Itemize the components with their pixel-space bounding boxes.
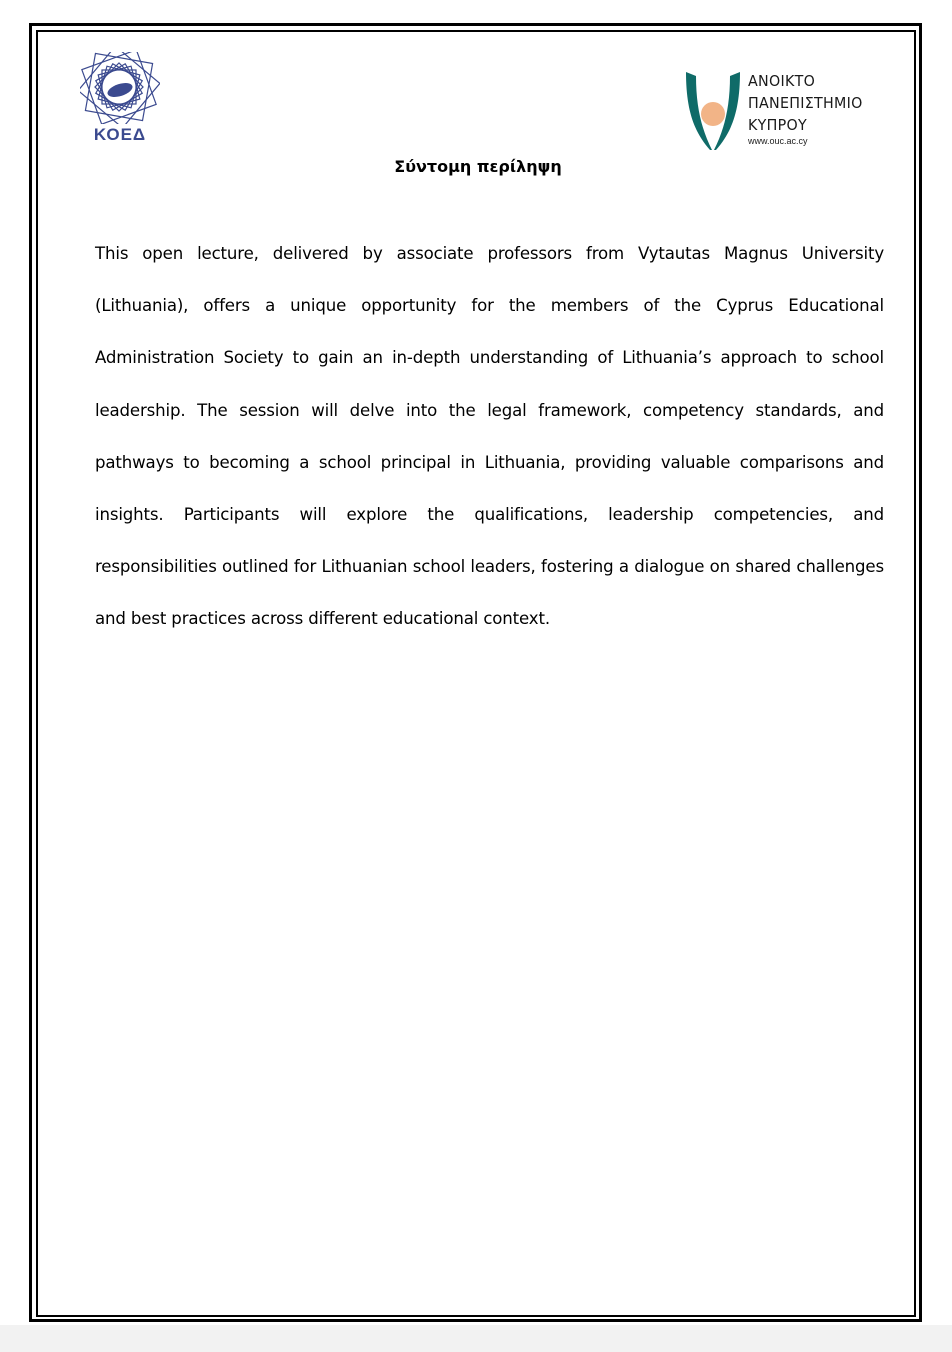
koed-logo-text: ΚΟΕΔ — [93, 125, 147, 144]
ouc-logo-url: www.ouc.ac.cy — [748, 136, 808, 146]
ouc-logo — [684, 70, 884, 152]
document-body: This open lecture, delivered by associate professors from Vytautas Magnus University (Lithuania), offers a unique opportunity for the members of the Cyprus Educational Administration Society to gain an in-depth understanding of Lithuania’s approach to school leadership. The session will delve into the legal framework, competency standards, and pathways to becoming a school principal in Lithuania, providing valuable comparisons and insights. Participants will explore the qualifications, leadership competencies, and responsibilities outlined for Lithuanian school leaders, fostering a dialogue on shared challenges and best practices across different educational context. — [95, 244, 884, 629]
ouc-emblem-icon — [684, 70, 742, 152]
ouc-logo-text — [748, 70, 863, 136]
ouc-logo-line-2: ΠΑΝΕΠΙΣΤΗΜΙΟ — [748, 94, 863, 112]
page-border-inner — [36, 30, 916, 1317]
koed-star-logo-icon — [80, 52, 160, 124]
koed-logo — [80, 52, 160, 152]
ouc-logo-line-3: ΚΥΠΡΟΥ — [748, 116, 807, 134]
ouc-logo-line-1: ΑΝΟΙΚΤΟ — [748, 72, 816, 90]
document-title: Σύντομη περίληψη — [394, 157, 562, 176]
